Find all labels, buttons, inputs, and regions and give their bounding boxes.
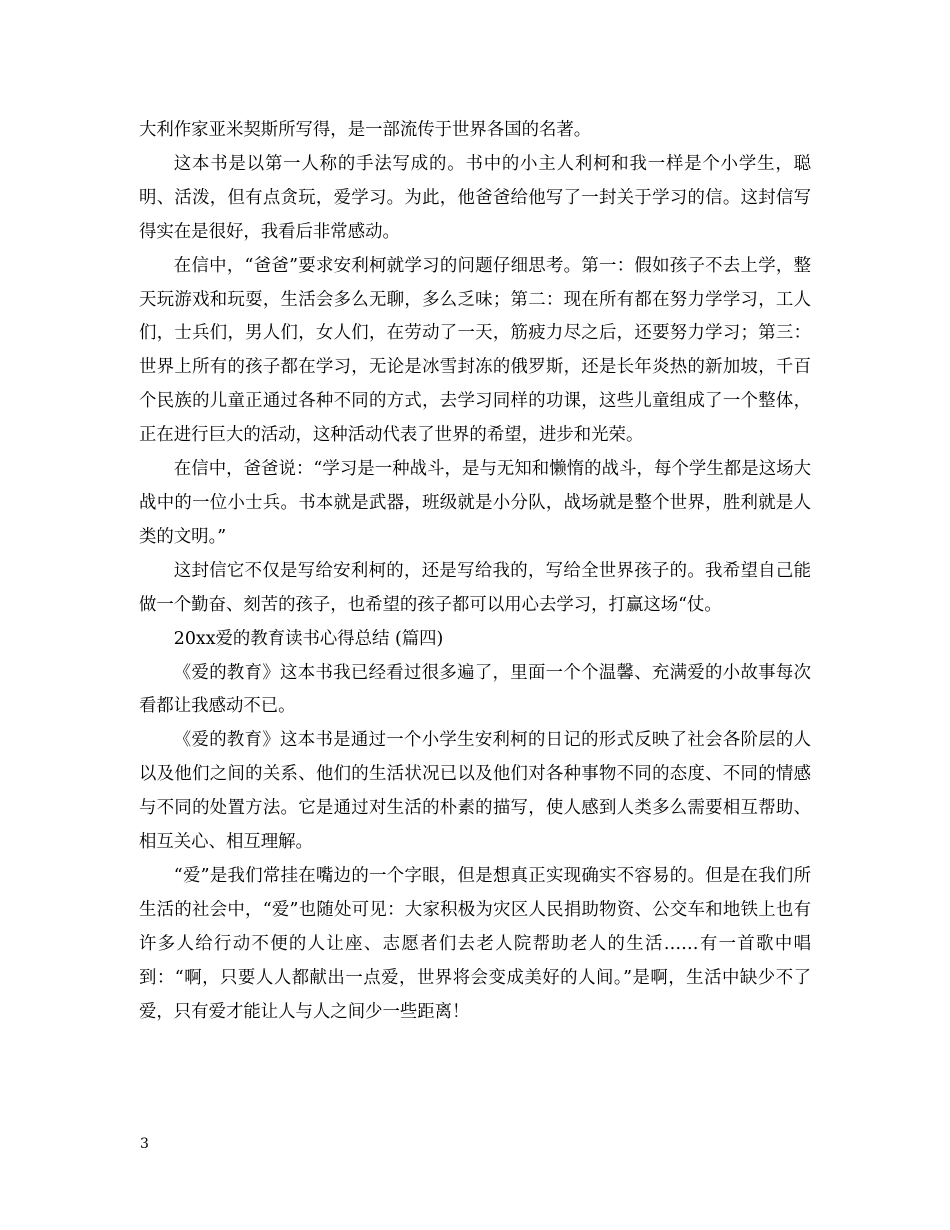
- paragraph: 《爱的教育》这本书是通过一个小学生安利柯的日记的形式反映了社会各阶层的人以及他们之间的关系、他们的生活状况已以及他们对各种事物不同的态度、不同的情感与不同的处置方法。它是通过对生活的朴素的描写，使人感到人类多么需要相互帮助、相互关心、相互理解。: [139, 730, 811, 853]
- paragraph: 在信中，“爸爸”要求安利柯就学习的问题仔细思考。第一：假如孩子不去上学，整天玩游戏和玩耍，生活会多么无聊，多么乏味；第二：现在所有都在努力学学习，工人们，士兵们，男人们，女人们，在劳动了一天，筋疲力尽之后，还要努力学习；第三：世界上所有的孩子都在学习，无论是冰雪封冻的俄罗斯，还是长年炎热的新加坡，千百个民族的儿童正通过各种不同的方式，去学习同样的功课，这些儿童组成了一个整体，正在进行巨大的活动，这种活动代表了世界的希望，进步和光荣。: [139, 255, 811, 446]
- paragraph: 这本书是以第一人称的手法写成的。书中的小主人利柯和我一样是个小学生，聪明、活泼，但有点贪玩，爱学习。为此，他爸爸给他写了一封关于学习的信。这封信写得实在是很好，我看后非常感动。: [139, 153, 811, 242]
- paragraph: “爱”是我们常挂在嘴边的一个字眼，但是想真正实现确实不容易的。但是在我们所生活的社会中，“爱”也随处可见：大家积极为灾区人民捐助物资、公交车和地铁上也有许多人给行动不便的人让座、志愿者们去老人院帮助老人的生活……有一首歌中唱到：“啊，只要人人都献出一点爱，世界将会变成美好的人间。”是啊，生活中缺少不了爱，只有爱才能让人与人之间少一些距离！: [139, 865, 811, 1022]
- paragraph: 《爱的教育》这本书我已经看过很多遍了，里面一个个温馨、充满爱的小故事每次看都让我感动不已。: [139, 662, 811, 717]
- paragraph: 在信中，爸爸说：“学习是一种战斗，是与无知和懒惰的战斗，每个学生都是这场大战中的一位小士兵。书本就是武器，班级就是小分队，战场就是整个世界，胜利就是人类的文明。”: [139, 459, 811, 547]
- body-text: [139, 114, 811, 1029]
- section-heading: 20xx爱的教育读书心得总结 (篇四): [173, 628, 444, 649]
- paragraph: 大利作家亚米契斯所写得，是一部流传于世界各国的名著。: [139, 120, 592, 140]
- page-number: 3: [140, 1136, 149, 1152]
- paragraph: 这封信它不仅是写给安利柯的，还是写给我的，写给全世界孩子的。我希望自己能做一个勤奋、刻苦的孩子，也希望的孩子都可以用心去学习，打赢这场“仗。: [139, 560, 811, 615]
